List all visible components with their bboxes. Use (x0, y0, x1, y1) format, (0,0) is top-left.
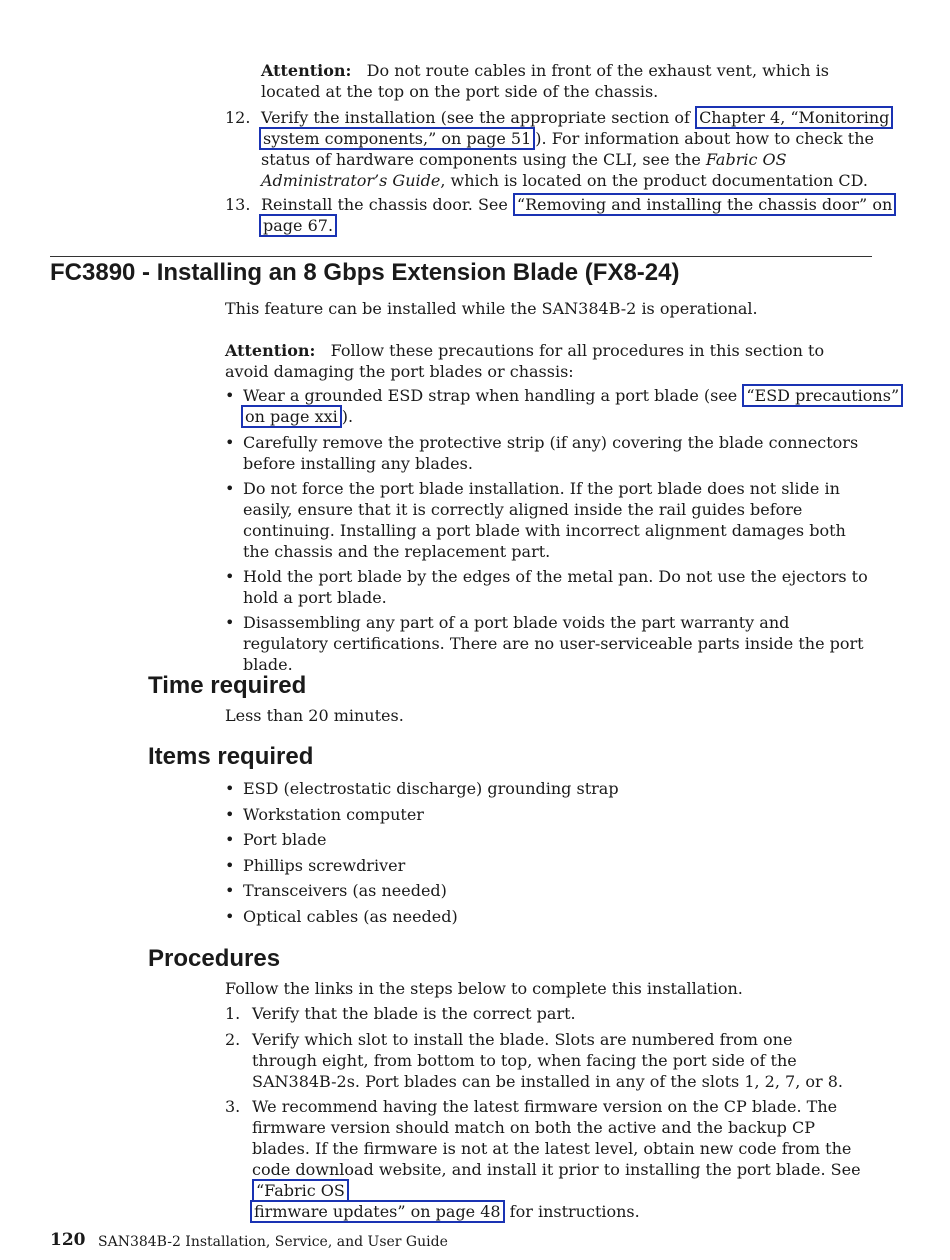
time-required-text: Less than 20 minutes. (225, 706, 404, 725)
admin-guide-title: Administrator’s Guide (261, 171, 441, 190)
bullet: • (225, 567, 235, 586)
item-entry: Optical cables (as needed) (243, 907, 458, 926)
procedures-heading: Procedures (148, 945, 281, 972)
precaution-item: Carefully remove the protective strip (if any) covering the blade connectors before installing any blades. (243, 433, 859, 473)
section-attention (225, 340, 870, 382)
step-2-number: 2. (225, 1030, 241, 1049)
precaution-item: Do not force the port blade installation. If the port blade does not slide in easily, ensure that it is correctly aligned inside the rail guides before continuing. Installing a port blade with incorrect alignment damages both the chassis and the replacement part. (243, 479, 846, 561)
attention-label: Attention: (261, 61, 352, 80)
footer-title: SAN384B-2 Installation, Service, and User Guide (98, 1234, 448, 1250)
chassis-door-link[interactable]: “Removing and installing the chassis door” on (513, 193, 896, 216)
precaution-item: Disassembling any part of a port blade voids the part warranty and regulatory certifications. There are no user-serviceable parts inside the port blade. (243, 613, 864, 674)
step-3-post: for instructions. (504, 1202, 640, 1221)
esd-pre: Wear a grounded ESD strap when handling a port blade (see (243, 386, 743, 405)
step-12-text (261, 107, 890, 191)
item-entry: Port blade (243, 830, 327, 849)
precaution-esd (243, 385, 900, 427)
step-3-text (252, 1096, 877, 1222)
section-title: FC3890 - Installing an 8 Gbps Extension Blade (FX8-24) (50, 259, 680, 286)
step-2-text: Verify which slot to install the blade. Slots are numbered from one through eight, from bottom to top, when facing the port side of the SAN384B-2s. Port blades can be installed in any of the slots 1, 2, 7, or 8. (252, 1030, 843, 1091)
attention-text-2: Follow these precautions for all procedures in this section to avoid damaging the port blades or chassis: (225, 341, 825, 381)
chapter-4-link-continued[interactable]: system components,” on page 51 (259, 127, 535, 150)
fabric-os-title: Fabric OS (705, 150, 787, 169)
bullet: • (225, 479, 235, 498)
esd-post: ). (341, 407, 354, 426)
step-12-post-b: status of hardware components using the CLI, see the (261, 150, 706, 169)
step-1-number: 1. (225, 1004, 241, 1023)
step-12-post-c: , which is located on the product documentation CD. (440, 171, 868, 190)
page-number: 120 (50, 1230, 86, 1250)
esd-precautions-link[interactable]: “ESD precautions” (742, 384, 903, 407)
section-intro: This feature can be installed while the SAN384B-2 is operational. (225, 299, 758, 318)
step-12-post-a: ). For information about how to check the (535, 129, 874, 148)
item-entry: Transceivers (as needed) (243, 881, 447, 900)
attention-text: Do not route cables in front of the exhaust vent, which is located at the top on the port side of the chassis. (261, 61, 829, 101)
fabric-os-firmware-link[interactable]: “Fabric OS (252, 1179, 349, 1202)
precaution-item: Hold the port blade by the edges of the metal pan. Do not use the ejectors to hold a port blade. (243, 567, 868, 607)
chapter-4-link[interactable]: Chapter 4, “Monitoring (695, 106, 893, 129)
fabric-os-firmware-link-continued[interactable]: firmware updates” on page 48 (250, 1200, 505, 1223)
bullet: • (225, 613, 235, 632)
bullet: • (225, 856, 235, 875)
step-12-pre: Verify the installation (see the appropriate section of (261, 108, 696, 127)
attention-note-top (261, 60, 871, 102)
section-divider (50, 256, 872, 257)
step-1-text: Verify that the blade is the correct part. (252, 1004, 576, 1023)
item-entry: Workstation computer (243, 805, 424, 824)
step-12-number: 12. (225, 108, 251, 127)
bullet: • (225, 779, 235, 798)
bullet: • (225, 830, 235, 849)
step-13-pre: Reinstall the chassis door. See (261, 195, 513, 214)
procedures-intro: Follow the links in the steps below to complete this installation. (225, 979, 743, 998)
bullet: • (225, 805, 235, 824)
bullet: • (225, 881, 235, 900)
item-entry: ESD (electrostatic discharge) grounding strap (243, 779, 619, 798)
esd-precautions-link-continued[interactable]: on page xxi (241, 405, 342, 428)
time-required-heading: Time required (148, 672, 307, 699)
bullet: • (225, 433, 235, 452)
item-entry: Phillips screwdriver (243, 856, 406, 875)
bullet: • (225, 907, 235, 926)
bullet: • (225, 386, 235, 405)
chassis-door-link-continued[interactable]: page 67. (259, 214, 337, 237)
step-3-pre: We recommend having the latest firmware version on the CP blade. The firmware version should match on both the active and the backup CP blades. If the firmware is not at the latest level, obtain new code from the code download website, and install it prior to installing the port blade. See (252, 1097, 861, 1179)
step-13-text (261, 194, 893, 236)
step-13-number: 13. (225, 195, 251, 214)
attention-label-2: Attention: (225, 341, 316, 360)
step-3-number: 3. (225, 1097, 241, 1116)
items-required-heading: Items required (148, 743, 314, 770)
